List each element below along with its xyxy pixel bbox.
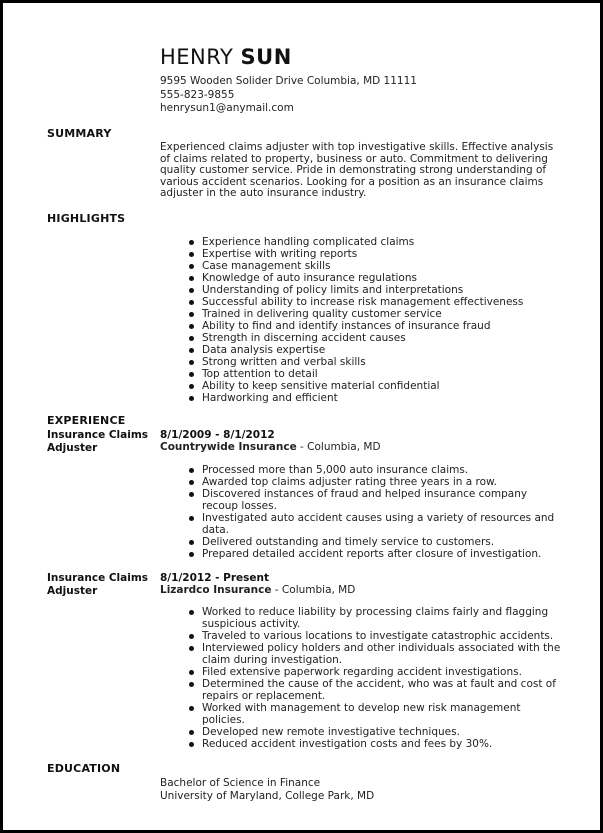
experience-heading: EXPERIENCE: [47, 414, 126, 427]
list-item: Delivered outstanding and timely service to customers.: [188, 536, 563, 548]
job-bullets: [188, 464, 563, 560]
list-item: Top attention to detail: [188, 368, 548, 380]
degree: Bachelor of Science in Finance: [160, 777, 321, 789]
list-item: Reduced accident investigation costs and fees by 30%.: [188, 738, 563, 750]
school: University of Maryland, College Park, MD: [160, 789, 375, 802]
list-item: Successful ability to increase risk management effectiveness: [188, 296, 548, 308]
job-title: Insurance Claims Adjuster: [47, 572, 149, 597]
list-item: Processed more than 5,000 auto insurance claims.: [188, 464, 563, 476]
job-bullets: [188, 606, 563, 750]
candidate-name: [160, 45, 292, 69]
list-item: Knowledge of auto insurance regulations: [188, 272, 548, 284]
list-item: Ability to find and identify instances of insurance fraud: [188, 320, 548, 332]
education-details: [160, 777, 374, 802]
list-item: Prepared detailed accident reports after closure of investigation.: [188, 548, 563, 560]
email: henrysun1@anymail.com: [160, 102, 294, 114]
list-item: Case management skills: [188, 260, 548, 272]
list-item: Expertise with writing reports: [188, 248, 548, 260]
list-item: Developed new remote investigative techniques.: [188, 726, 563, 738]
list-item: Filed extensive paperwork regarding accident investigations.: [188, 666, 563, 678]
list-item: Traveled to various locations to investigate catastrophic accidents.: [188, 630, 563, 642]
list-item: Data analysis expertise: [188, 344, 548, 356]
list-item: Worked to reduce liability by processing claims fairly and flagging suspicious activity.: [188, 606, 563, 630]
education-heading: EDUCATION: [47, 762, 121, 775]
contact-info: [160, 75, 417, 116]
company-location: - Columbia, MD: [271, 584, 356, 596]
job-dates: 8/1/2012 - Present: [160, 572, 270, 584]
phone: 555-823-9855: [160, 88, 235, 101]
highlights-list: [188, 236, 548, 404]
summary-text: Experienced claims adjuster with top investigative skills. Effective analysis of claims related to property, business or auto. Commitment to delivering quality customer service. Pride in demonstrating strong understanding of various accident scenarios. Looking for a position as an insurance claims adjuster in the auto insurance industry.: [160, 141, 554, 199]
list-item: Awarded top claims adjuster rating three years in a row.: [188, 476, 563, 488]
job-dates: 8/1/2009 - 8/1/2012: [160, 429, 275, 441]
list-item: Experience handling complicated claims: [188, 236, 548, 248]
company-name: Countrywide Insurance: [160, 441, 297, 453]
list-item: Interviewed policy holders and other individuals associated with the claim during investigation.: [188, 642, 563, 666]
summary-heading: SUMMARY: [47, 127, 112, 140]
job-title: Insurance Claims Adjuster: [47, 429, 149, 454]
job-company-line: [160, 441, 381, 453]
address: 9595 Wooden Solider Drive Columbia, MD 11111: [160, 75, 417, 87]
highlights-heading: HIGHLIGHTS: [47, 212, 126, 225]
list-item: Ability to keep sensitive material confidential: [188, 380, 548, 392]
first-name: HENRY: [160, 45, 234, 69]
list-item: Strong written and verbal skills: [188, 356, 548, 368]
list-item: Worked with management to develop new risk management policies.: [188, 702, 563, 726]
job-company-line: [160, 584, 355, 596]
list-item: Understanding of policy limits and interpretations: [188, 284, 548, 296]
list-item: Strength in discerning accident causes: [188, 332, 548, 344]
company-location: - Columbia, MD: [296, 441, 381, 453]
company-name: Lizardco Insurance: [160, 584, 272, 596]
list-item: Trained in delivering quality customer service: [188, 308, 548, 320]
list-item: Determined the cause of the accident, who was at fault and cost of repairs or replacement.: [188, 678, 563, 702]
list-item: Investigated auto accident causes using a variety of resources and data.: [188, 512, 563, 536]
list-item: Hardworking and efficient: [188, 392, 548, 404]
last-name: SUN: [240, 45, 292, 69]
list-item: Discovered instances of fraud and helped insurance company recoup losses.: [188, 488, 563, 512]
